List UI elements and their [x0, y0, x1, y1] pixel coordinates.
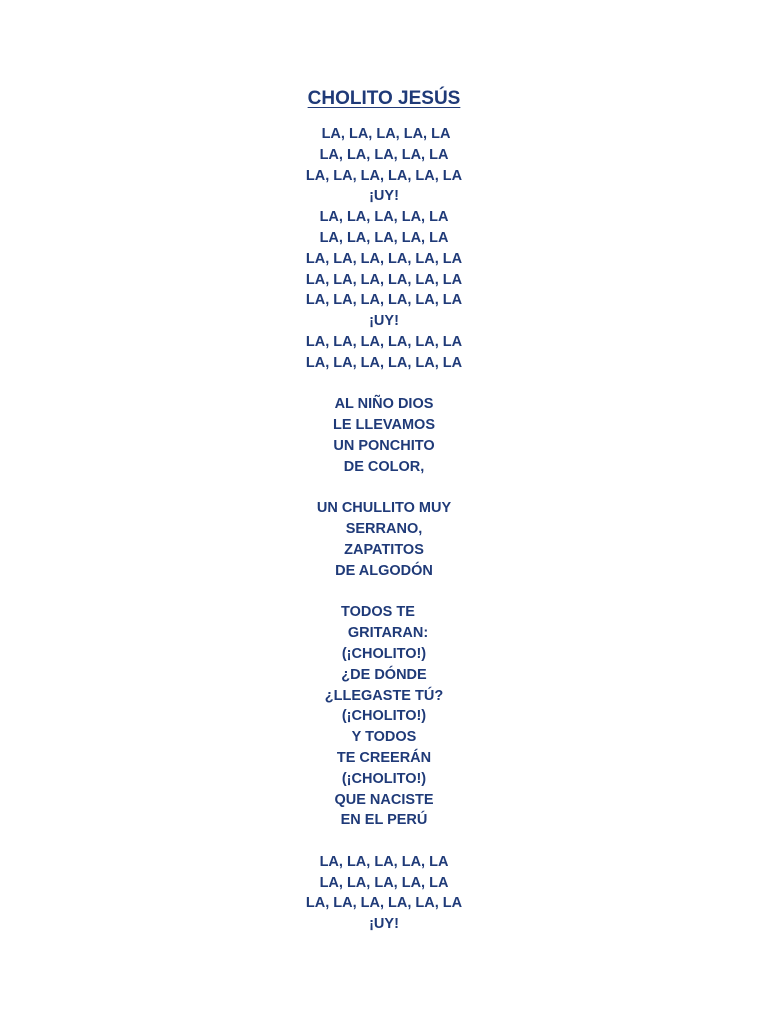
lyric-line: LA, LA, LA, LA, LA	[319, 874, 449, 891]
lyric-line: LA, LA, LA, LA, LA, LA	[305, 895, 463, 912]
song-title: CHOLITO JESÚS	[307, 88, 461, 109]
lyric-line: LA, LA, LA, LA, LA	[319, 229, 449, 246]
lyric-line: ¿LLEGASTE TÚ?	[324, 687, 444, 704]
lyric-line: LA, LA, LA, LA, LA, LA	[305, 354, 463, 371]
lyric-line: EN EL PERÚ	[340, 812, 428, 829]
stanza-break	[0, 831, 768, 852]
lyric-line: LA, LA, LA, LA, LA	[319, 146, 449, 163]
lyric-line: LA, LA, LA, LA, LA	[317, 126, 451, 142]
lyric-line: UN PONCHITO	[333, 437, 435, 454]
stanza-break	[0, 374, 768, 395]
stanza-break	[0, 478, 768, 499]
lyric-line: LA, LA, LA, LA, LA	[319, 853, 449, 870]
lyric-line: LE LLEVAMOS	[332, 417, 436, 434]
lyric-line: DE ALGODÓN	[335, 562, 433, 579]
song-lyrics	[0, 124, 768, 935]
lyric-line: ¡UY!	[369, 313, 399, 330]
lyric-line: AL NIÑO DIOS	[334, 396, 434, 413]
lyric-line: GRITARAN:	[339, 625, 429, 642]
lyric-line: (¡CHOLITO!)	[341, 708, 427, 725]
lyric-line: ¡UY!	[369, 188, 399, 205]
lyric-line: ¿DE DÓNDE	[341, 666, 427, 683]
lyric-line: LA, LA, LA, LA, LA, LA	[305, 271, 463, 288]
lyric-line: LA, LA, LA, LA, LA, LA	[305, 167, 463, 184]
lyric-line: TODOS TE	[341, 604, 427, 621]
lyric-line: LA, LA, LA, LA, LA, LA	[305, 292, 463, 309]
lyric-line: LA, LA, LA, LA, LA	[319, 209, 449, 226]
lyric-line: SERRANO,	[345, 521, 423, 538]
lyric-line: LA, LA, LA, LA, LA, LA	[305, 250, 463, 267]
lyric-line: LA, LA, LA, LA, LA, LA	[305, 333, 463, 350]
lyric-line: UN CHULLITO MUY	[316, 500, 452, 517]
lyric-line: Y TODOS	[351, 729, 417, 746]
lyric-line: DE COLOR,	[343, 458, 425, 475]
lyric-line: QUE NACISTE	[334, 791, 434, 808]
lyric-line: (¡CHOLITO!)	[341, 770, 427, 787]
lyric-line: TE CREERÁN	[336, 749, 432, 766]
lyric-line: (¡CHOLITO!)	[341, 645, 427, 662]
lyric-line: ¡UY!	[369, 916, 399, 933]
stanza-break	[0, 582, 768, 603]
lyric-line: ZAPATITOS	[344, 541, 424, 558]
